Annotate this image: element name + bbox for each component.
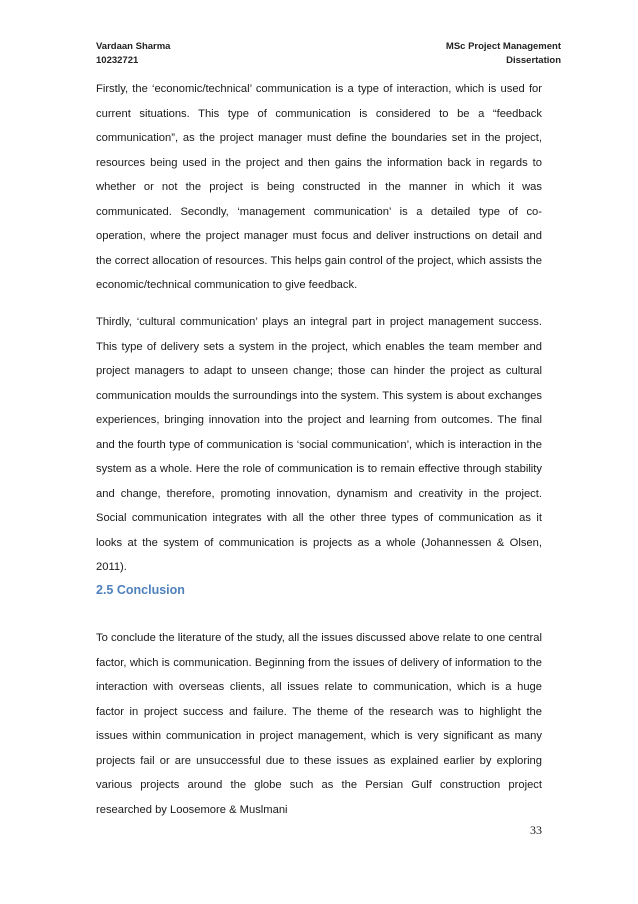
paragraph-communication-types-2: Thirdly, ‘cultural communication’ plays an integral part in project management success. This type of delivery sets a system in the project, which enables the team member and project managers to adapt to unseen change; those can hinder the project as cultural communication moulds the surroundings into the system. This system is about exchanges experiences, bringing innovation into the project and learning from outcomes. The final and the fourth type of communication is ‘social communication’, which is interaction in the system as a whole. Here the role of communication is to remain effective through stability and change, therefore, promoting innovation, dynamism and creativity in the project. Social communication integrates with all the other three types of communication as it looks at the system of communication is projects as a whole (Johannessen & Olsen, 2011). [96,316,542,573]
author-name: Vardaan Sharma [96,41,171,52]
page-number: 33 [530,823,542,837]
paragraph-communication-types-1: Firstly, the ‘economic/technical’ communication is a type of interaction, which is used for current situations. This type of communication is considered to be a “feedback communication”, as the project manager must define the boundaries set in the project, resources being used in the project and then gains the information back in regards to whether or not the project is being constructed in the manner in which it was communicated. Secondly, ‘management communication’ is a detailed type of co-operation, where the project manager must focus and deliver instructions on detail and the correct allocation of resources. This helps gain control of the project, which assists the economic/technical communication to give feedback. [96,83,542,291]
header-left [96,40,170,68]
programme-name: MSc Project Management [445,41,561,52]
paragraph-conclusion: To conclude the literature of the study, all the issues discussed above relate to one central factor, which is communication. Beginning from the issues of delivery of information to the interaction with overseas clients, all issues relate to communication, which is a huge factor in project success and failure. The theme of the research was to highlight the issues within communication in project management, which is very significant as many projects fail or are unsuccessful due to these issues as explained earlier by exploring various projects around the globe such as the Persian Gulf construction project researched by Loosemore & Muslmani [96,632,542,816]
header-right [446,40,561,68]
student-id: 10232721 [96,55,139,66]
section-heading-conclusion: 2.5 Conclusion [96,583,185,597]
document-type: Dissertation [506,55,561,66]
